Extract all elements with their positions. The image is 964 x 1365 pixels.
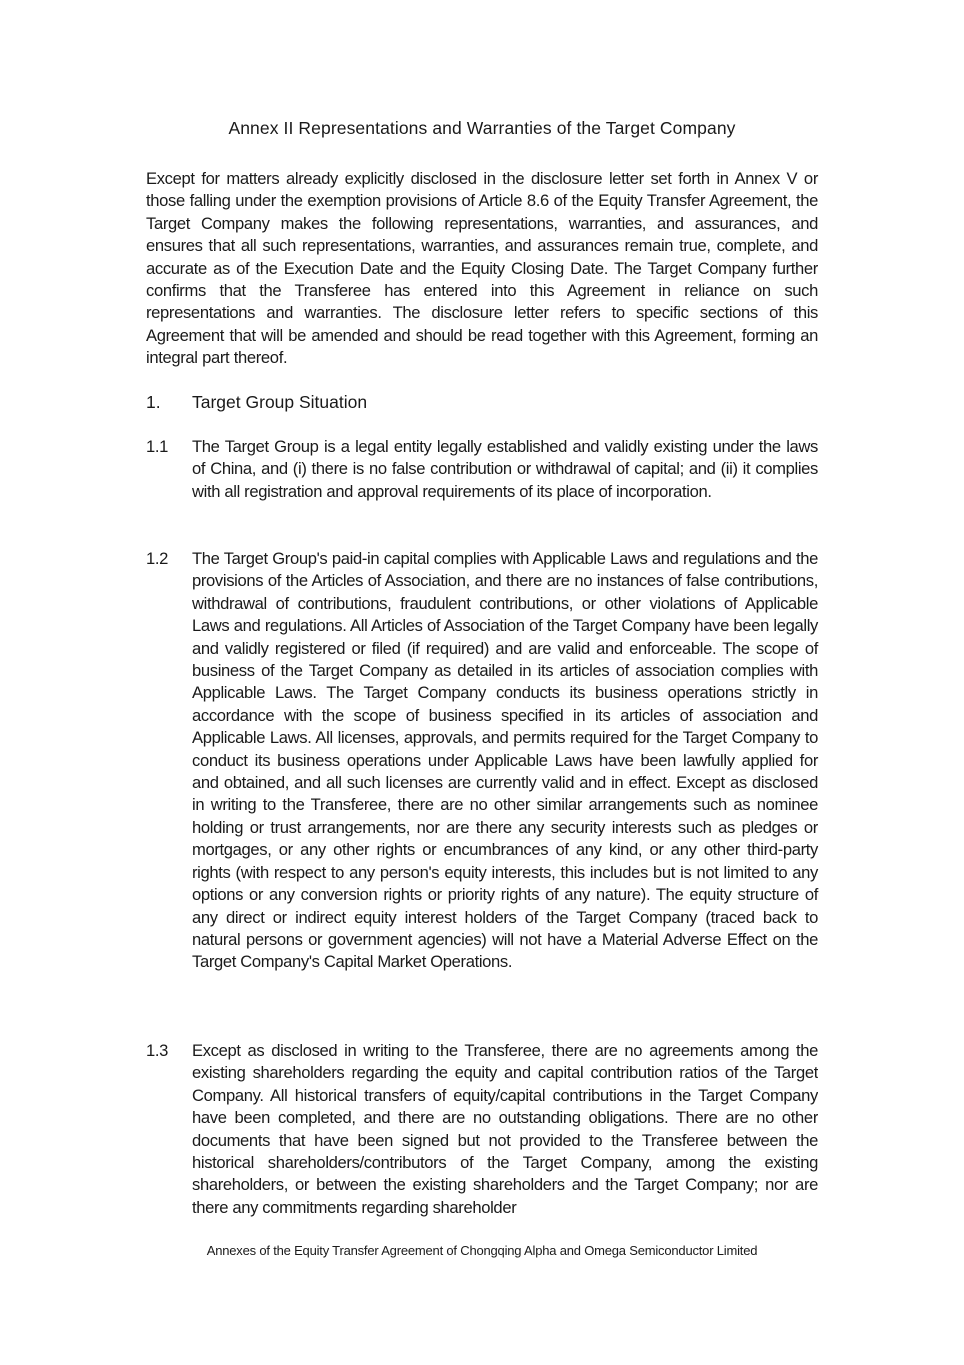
clause-number: 1.2 [146, 549, 169, 568]
clause-text: Except as disclosed in writing to the Transferee, there are no agreements among the existing shareholders regarding the equity and capital contribution ratios of the Target Company. All historical transfers of equity/capital contributions in the Target Company have been completed, and there are no outstanding obligations. There are no other documents that have been signed but not provided to the Transferee between the historical shareholders/contributors of the Target Company, among the existing shareholders, or between the existing shareholders and the Target Company; nor are there any commitments regarding shareholder [192, 1041, 818, 1217]
clause-1-2 [146, 548, 818, 974]
clause-number: 1.1 [146, 437, 169, 456]
clause-number: 1.3 [146, 1041, 169, 1060]
clause-text: The Target Group's paid-in capital complies with Applicable Laws and regulations and the provisions of the Articles of Association, and there are no instances of false contributions, withdrawal of contributions, fraudulent contributions, or other violations of Applicable Laws and regulations. All Articles of Association of the Target Company have been legally and validly registered or filed (if required) and are valid and enforceable. The scope of business of the Target Company as detailed in its articles of association complies with Applicable Laws. The Target Company conducts its business operations strictly in accordance with the scope of business specified in its articles of association and Applicable Laws. All licenses, approvals, and permits required for the Target Company to conduct its business operations under Applicable Laws have been lawfully applied for and obtained, and all such licenses are currently valid and in effect. Except as disclosed in writing to the Transferee, there are no other similar arrangements such as nominee holding or trust arrangements, nor are there any security interests such as pledges or mortgages, or any other rights or encumbrances of any kind, or any other third-party rights (with respect to any person's equity interests, this includes but is not limited to any options or any conversion rights or priority rights of any nature). The equity structure of any direct or indirect equity interest holders of the Target Company (traced back to natural persons or government agencies) will not have a Material Adverse Effect on the Target Company's Capital Market Operations. [192, 549, 818, 972]
page-footer: Annexes of the Equity Transfer Agreement of Chongqing Alpha and Omega Semiconductor Limited [206, 1243, 758, 1258]
section-title: Target Group Situation [192, 392, 368, 412]
clause-1-3 [146, 1040, 818, 1222]
section-heading [146, 391, 367, 413]
section-number: 1. [146, 392, 161, 412]
clause-1-1 [146, 436, 818, 503]
intro-paragraph: Except for matters already explicitly disclosed in the disclosure letter set forth in Annex V or those falling under the exemption provisions of Article 8.6 of the Equity Transfer Agreement, the Target Company makes the following representations, warranties, and assurances, and ensures that all such representations, warranties, and assurances remain true, complete, and accurate as of the Execution Date and the Equity Closing Date. The Target Company further confirms that the Transferee has entered into this Agreement in reliance on such representations and warranties. The disclosure letter refers to specific sections of this Agreement that will be amended and should be read together with this Agreement, forming an integral part thereof. [146, 169, 818, 368]
annex-title: Annex II Representations and Warranties of the Target Company [228, 118, 736, 138]
clause-text: The Target Group is a legal entity legally established and validly existing under the laws of China, and (i) there is no false contribution or withdrawal of capital; and (ii) it complies with all registration and approval requirements of its place of incorporation. [192, 437, 818, 501]
